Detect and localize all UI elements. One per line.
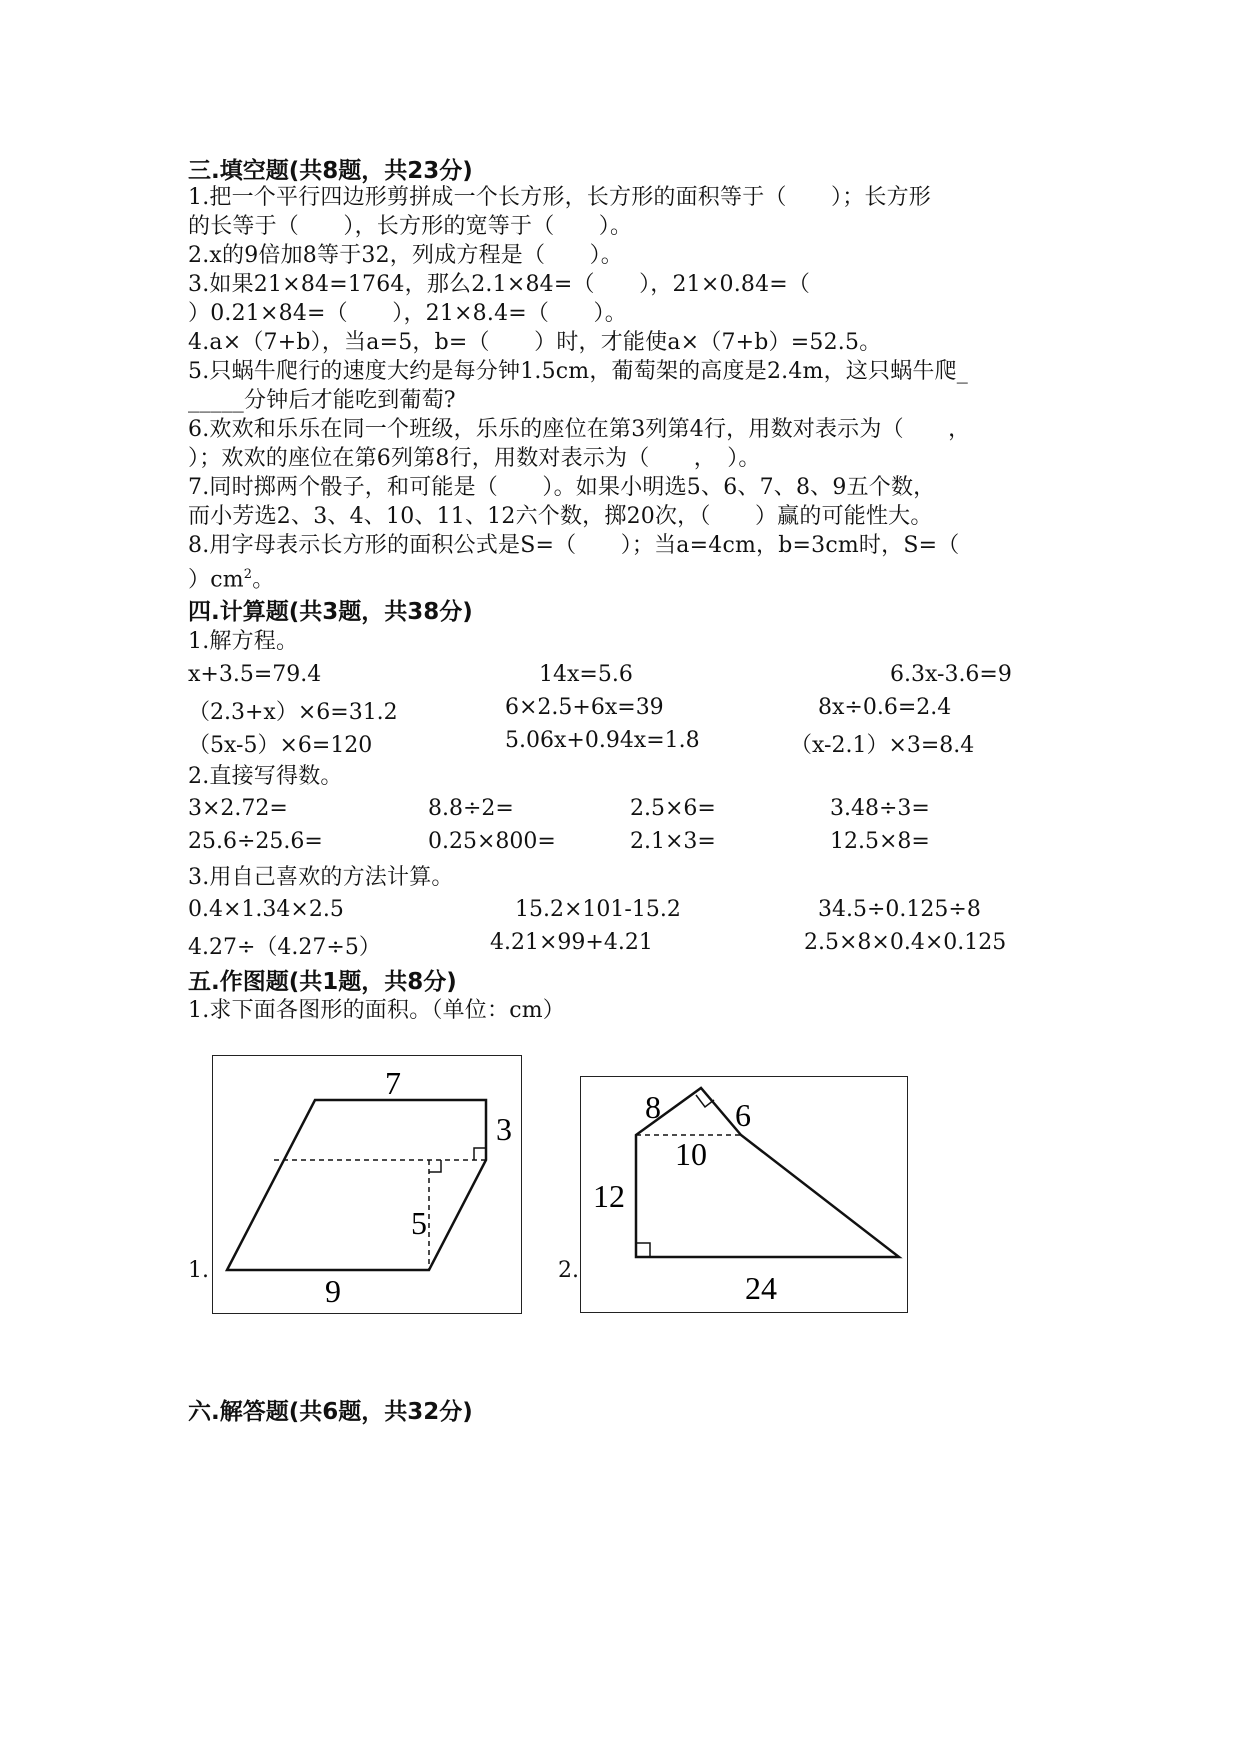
section-5-title: 五.作图题(共1题，共8分) xyxy=(188,969,457,995)
equation: （2.3+x）×6=31.2 xyxy=(188,700,398,725)
question-label: 1.求下面各图形的面积。（单位：cm） xyxy=(188,998,565,1023)
fill-blank-line: 4.a×（7+b），当a=5，b=（ ）时，才能使a×（7+b）=52.5。 xyxy=(188,330,882,355)
expression: 2.1×3= xyxy=(630,829,716,854)
unit-text: ）cm xyxy=(188,567,244,593)
equation: 5.06x+0.94x=1.8 xyxy=(505,728,700,753)
parallelogram-diagram xyxy=(213,1056,521,1313)
fill-blank-line: 8.用字母表示长方形的面积公式是S=（ ）；当a=4cm，b=3cm时，S=（ xyxy=(188,533,960,558)
expression: 0.4×1.34×2.5 xyxy=(188,897,344,922)
expression: 3.48÷3= xyxy=(830,796,930,821)
equation: 6×2.5+6x=39 xyxy=(505,695,664,720)
fill-blank-line: _____分钟后才能吃到葡萄? xyxy=(188,388,456,413)
equation: （x-2.1）×3=8.4 xyxy=(790,733,975,758)
expression: 8.8÷2= xyxy=(428,796,514,821)
figure-number: 2. xyxy=(558,1258,579,1283)
section-4-title: 四.计算题(共3题，共38分) xyxy=(188,599,473,625)
fill-blank-line: ）0.21×84=（ ），21×8.4=（ ）。 xyxy=(188,301,627,326)
period: 。 xyxy=(252,567,275,593)
fill-blank-line: 2.x的9倍加8等于32，列成方程是（ ）。 xyxy=(188,243,623,268)
fill-blank-line: 的长等于（ ），长方形的宽等于（ ）。 xyxy=(188,214,633,239)
fill-blank-line xyxy=(188,560,274,595)
expression: 34.5÷0.125÷8 xyxy=(818,897,981,922)
equation: 14x=5.6 xyxy=(539,662,633,687)
label-bottom: 24 xyxy=(745,1270,777,1306)
expression: 2.5×8×0.4×0.125 xyxy=(804,930,1007,955)
figure-parallelogram xyxy=(212,1055,522,1314)
equation: 6.3x-3.6=9 xyxy=(890,662,1012,687)
superscript: 2 xyxy=(243,567,253,582)
equation: （5x-5）×6=120 xyxy=(188,733,373,758)
label-c: 10 xyxy=(675,1136,707,1172)
label-left: 12 xyxy=(593,1178,625,1214)
label-side: 3 xyxy=(496,1111,512,1147)
section-3-title: 三.填空题(共8题，共23分) xyxy=(188,158,473,184)
fill-blank-line: 1.把一个平行四边形剪拼成一个长方形，长方形的面积等于（ ）；长方形 xyxy=(188,185,931,210)
figure-composite xyxy=(580,1076,908,1313)
question-label: 1.解方程。 xyxy=(188,629,299,654)
label-top: 7 xyxy=(385,1065,401,1101)
label-bottom: 9 xyxy=(325,1273,341,1309)
expression: 3×2.72= xyxy=(188,796,288,821)
equation: x+3.5=79.4 xyxy=(188,662,322,687)
equation: 8x÷0.6=2.4 xyxy=(818,695,952,720)
fill-blank-line: 而小芳选2、3、4、10、11、12六个数，掷20次，（ ）赢的可能性大。 xyxy=(188,504,933,529)
expression: 0.25×800= xyxy=(428,829,556,854)
question-label: 2.直接写得数。 xyxy=(188,764,343,789)
fill-blank-line: 5.只蜗牛爬行的速度大约是每分钟1.5cm，葡萄架的高度是2.4m，这只蜗牛爬_ xyxy=(188,359,969,384)
expression: 4.27÷（4.27÷5） xyxy=(188,935,381,960)
fill-blank-line: 7.同时掷两个骰子，和可能是（ ）。如果小明选5、6、7、8、9五个数， xyxy=(188,475,936,500)
figure-number: 1. xyxy=(188,1258,209,1283)
section-6-title: 六.解答题(共6题，共32分) xyxy=(188,1399,473,1425)
fill-blank-line: ）；欢欢的座位在第6列第8行，用数对表示为（ ， ）。 xyxy=(188,446,761,471)
composite-diagram xyxy=(581,1077,907,1312)
question-label: 3.用自己喜欢的方法计算。 xyxy=(188,865,454,890)
label-b: 6 xyxy=(735,1097,751,1133)
fill-blank-line: 6.欢欢和乐乐在同一个班级，乐乐的座位在第3列第4行，用数对表示为（ ， xyxy=(188,417,971,442)
expression: 4.21×99+4.21 xyxy=(490,930,653,955)
fill-blank-line: 3.如果21×84=1764，那么2.1×84=（ ），21×0.84=（ xyxy=(188,272,811,297)
expression: 15.2×101-15.2 xyxy=(515,897,681,922)
expression: 2.5×6= xyxy=(630,796,716,821)
label-a: 8 xyxy=(645,1089,661,1125)
label-height: 5 xyxy=(411,1205,427,1241)
expression: 12.5×8= xyxy=(830,829,930,854)
expression: 25.6÷25.6= xyxy=(188,829,323,854)
